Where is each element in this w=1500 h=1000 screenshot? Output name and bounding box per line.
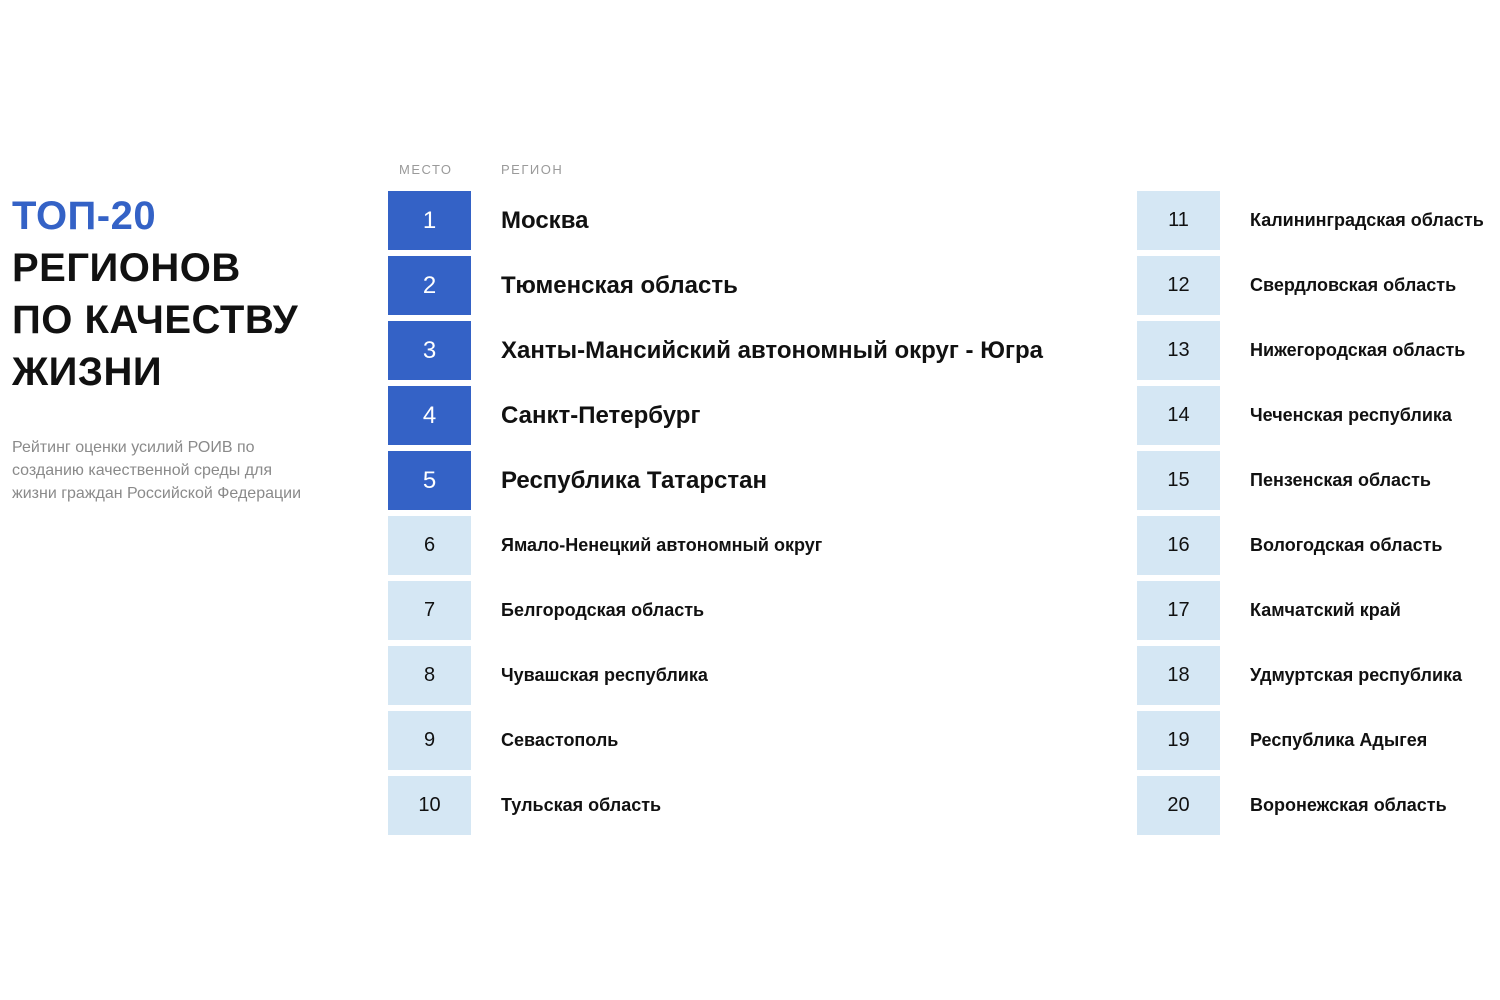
region-name: Нижегородская область <box>1250 340 1466 360</box>
rank-number: 14 <box>1137 386 1220 445</box>
region-name: Тюменская область <box>501 271 738 299</box>
rank-number: 11 <box>1137 191 1220 250</box>
ranking-row <box>1137 191 1497 256</box>
rank-number: 18 <box>1137 646 1220 705</box>
rank-number: 12 <box>1137 256 1220 315</box>
title-line-3: ЖИЗНИ <box>12 350 163 394</box>
ranking-row <box>1137 321 1497 386</box>
ranking-row <box>1137 386 1497 451</box>
rank-number: 16 <box>1137 516 1220 575</box>
rank-number: 10 <box>388 776 471 835</box>
ranking-row <box>388 516 1128 581</box>
region-name: Москва <box>501 206 589 234</box>
ranking-row <box>388 776 1128 841</box>
ranking-row <box>1137 711 1497 776</box>
rank-number: 2 <box>388 256 471 315</box>
ranking-row <box>388 581 1128 646</box>
region-name: Севастополь <box>501 730 619 750</box>
ranking-row <box>388 646 1128 711</box>
rank-number: 8 <box>388 646 471 705</box>
region-name: Воронежская область <box>1250 795 1447 815</box>
title-line-1: РЕГИОНОВ <box>12 246 241 290</box>
region-name: Удмуртская республика <box>1250 665 1463 685</box>
region-name: Республика Адыгея <box>1250 730 1428 750</box>
rank-number: 7 <box>388 581 471 640</box>
region-name: Белгородская область <box>501 600 705 620</box>
region-name: Республика Татарстан <box>501 466 768 494</box>
region-name: Вологодская область <box>1250 535 1443 555</box>
ranking-row <box>1137 451 1497 516</box>
ranking-row <box>388 191 1128 256</box>
title-accent: ТОП-20 <box>12 194 157 238</box>
ranking-row <box>388 386 1128 451</box>
subtitle: Рейтинг оценки усилий РОИВ по созданию качественной среды для жизни граждан Российской Федерации <box>12 439 302 502</box>
ranking-row <box>388 711 1128 776</box>
rank-number: 6 <box>388 516 471 575</box>
rank-number: 4 <box>388 386 471 445</box>
ranking-row <box>388 256 1128 321</box>
rank-number: 3 <box>388 321 471 380</box>
region-name: Камчатский край <box>1250 600 1401 620</box>
header-region: РЕГИОН <box>501 162 564 177</box>
ranking-list-left <box>388 191 1128 841</box>
region-name: Пензенская область <box>1250 470 1431 490</box>
header-place: МЕСТО <box>399 162 453 177</box>
region-name: Свердловская область <box>1250 275 1457 295</box>
region-name: Ямало-Ненецкий автономный округ <box>501 535 823 555</box>
ranking-list-right <box>1137 191 1497 841</box>
title-line-2: ПО КАЧЕСТВУ <box>12 298 299 342</box>
ranking-row <box>1137 516 1497 581</box>
rank-number: 1 <box>388 191 471 250</box>
rank-number: 15 <box>1137 451 1220 510</box>
region-name: Тульская область <box>501 795 662 815</box>
ranking-row <box>1137 581 1497 646</box>
region-name: Ханты-Мансийский автономный округ - Югра <box>501 336 1043 364</box>
region-name: Чеченская республика <box>1250 405 1452 425</box>
rank-number: 19 <box>1137 711 1220 770</box>
ranking-row <box>1137 776 1497 841</box>
ranking-row <box>388 451 1128 516</box>
rank-number: 17 <box>1137 581 1220 640</box>
region-name: Санкт-Петербург <box>501 401 701 429</box>
rank-number: 20 <box>1137 776 1220 835</box>
rank-number: 9 <box>388 711 471 770</box>
rank-number: 5 <box>388 451 471 510</box>
ranking-row <box>1137 646 1497 711</box>
ranking-row <box>1137 256 1497 321</box>
ranking-row <box>388 321 1128 386</box>
rank-number: 13 <box>1137 321 1220 380</box>
region-name: Чувашская республика <box>501 665 708 685</box>
region-name: Калининградская область <box>1250 210 1484 230</box>
title-block <box>12 190 372 505</box>
